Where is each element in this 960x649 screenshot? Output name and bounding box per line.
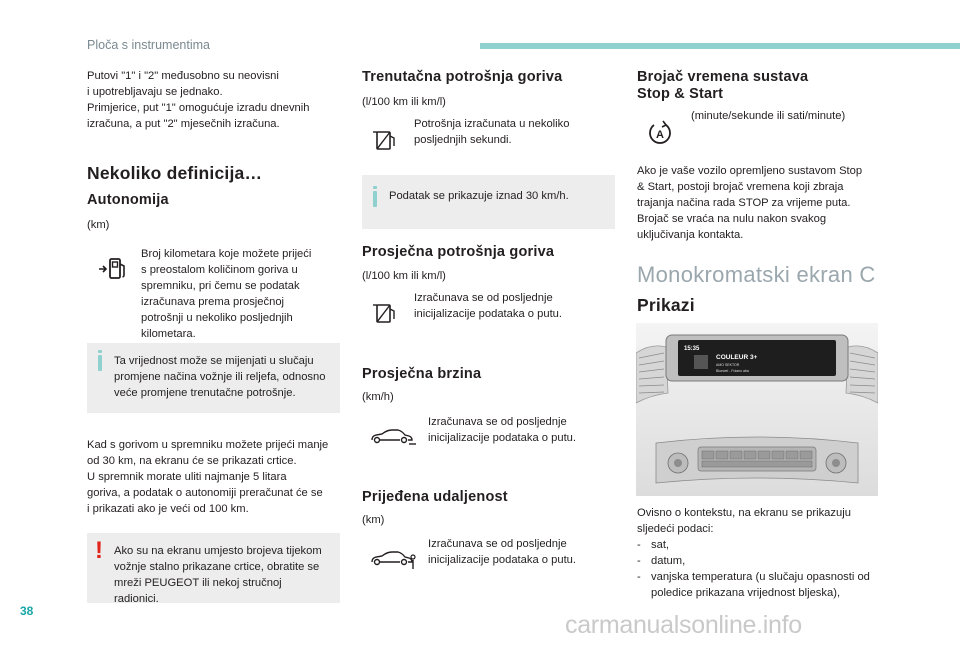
desc-line: Ako je vaše vozilo opremljeno sustavom Stop — [637, 165, 863, 177]
prosjecna-brzina-description — [428, 414, 618, 446]
display-line2: AMO SEKTOR — [716, 363, 740, 367]
list-dash: - — [637, 571, 641, 583]
info-note-speed — [362, 175, 615, 229]
info-note-autonomija — [87, 343, 340, 413]
car-distance-icon — [370, 550, 416, 570]
desc-line: Broj kilometara koje možete prijeći — [141, 248, 312, 260]
desc-line: kilometara. — [141, 328, 196, 340]
display-main: COULEUR 3+ — [716, 354, 758, 361]
desc-line: s preostalom količinom goriva u — [141, 264, 298, 276]
para-line: U spremnik morate uliti najmanje 5 litara — [87, 471, 287, 483]
desc-line: inicijalizacije podataka o putu. — [428, 554, 577, 566]
stopstart-description — [637, 163, 897, 243]
desc-line: trajanja načina rada STOP za vrijeme puta. — [637, 197, 851, 209]
fuel-pump-icon — [98, 256, 128, 282]
desc-line: izračunava prema prosječnoj — [141, 296, 285, 308]
autonomija-title: Autonomija — [87, 192, 169, 208]
para-line: Kad s gorivom u spremniku možete prijeći manje — [87, 439, 329, 451]
prikazi-title: Prikazi — [637, 295, 695, 315]
average-consumption-icon — [372, 303, 398, 325]
desc-line: Izračunava se od posljednje — [428, 416, 567, 428]
page-number: 38 — [20, 604, 34, 618]
trenutacna-description — [414, 116, 614, 148]
stopstart-title — [637, 69, 808, 103]
header-bar — [480, 43, 960, 49]
note-line: Podatak se prikazuje iznad 30 km/h. — [389, 190, 569, 202]
para-line: od 30 km, na ekranu će se prikazati crtice. — [87, 455, 297, 467]
watermark: carmanualsonline.info — [565, 611, 802, 639]
display-time: 15:35 — [684, 346, 700, 352]
monochrome-screen-title: Monokromatski ekran C — [637, 262, 876, 287]
desc-line: posljednjih sekundi. — [414, 134, 512, 146]
autonomija-paragraph — [87, 437, 349, 517]
prijedena-description — [428, 536, 618, 568]
stop-start-icon-letter: A — [656, 129, 664, 141]
intro-paragraph — [87, 68, 347, 132]
para-line: goriva, a podatak o autonomiji preračunat će se — [87, 487, 323, 499]
desc-line: & Start, postoji brojač vremena koji zbraja — [637, 181, 844, 193]
prosjecna-potrosnja-unit: (l/100 km ili km/l) — [362, 270, 446, 282]
para-line: sljedeći podaci: — [637, 523, 714, 535]
autonomija-description — [141, 246, 341, 342]
desc-line: uključivanja kontakta. — [637, 229, 744, 241]
prosjecna-potrosnja-title: Prosječna potrošnja goriva — [362, 244, 555, 260]
prosjecna-potrosnja-description — [414, 290, 614, 322]
dashboard-display-illustration — [636, 323, 878, 496]
desc-line: Brojač se vraća na nulu nakon svakog — [637, 213, 827, 225]
desc-line: Izračunava se od posljednje — [428, 538, 567, 550]
info-icon — [373, 191, 377, 207]
para-line: Ovisno o kontekstu, na ekranu se prikazuju — [637, 507, 851, 519]
note-line: vožnje stalno prikazane crtice, obratite se — [114, 561, 320, 573]
note-line: promjene načina vožnje ili reljefa, odnosno — [114, 371, 326, 383]
list-dash: - — [637, 555, 641, 567]
desc-line: potrošnji u nekoliko posljednjih — [141, 312, 293, 324]
list-item — [637, 553, 897, 569]
prosjecna-brzina-unit: (km/h) — [362, 391, 394, 403]
list-dash: - — [637, 539, 641, 551]
warning-icon: ! — [95, 537, 103, 564]
warning-note — [87, 533, 340, 603]
page-header-title: Ploča s instrumentima — [87, 38, 210, 52]
intro-line: i upotrebljavaju se jednako. — [87, 86, 223, 98]
desc-line: spremniku, pri čemu se podatak — [141, 280, 300, 292]
desc-line: inicijalizacije podataka o putu. — [428, 432, 577, 444]
section-title-definitions: Nekoliko definicija… — [87, 163, 263, 183]
trenutacna-title: Trenutačna potrošnja goriva — [362, 69, 563, 85]
trenutacna-unit: (l/100 km ili km/l) — [362, 96, 446, 108]
display-info-paragraph — [637, 505, 897, 601]
intro-line: Primjerice, put "1" omogućuje izradu dnevnih — [87, 102, 310, 114]
stopstart-unit: (minute/sekunde ili sati/minute) — [691, 110, 846, 122]
title-line: Brojač vremena sustava — [637, 69, 809, 85]
note-line: veće promjene trenutačne potrošnje. — [114, 387, 296, 399]
intro-line: Putovi "1" i "2" međusobno su neovisni — [87, 70, 279, 82]
note-line: Ta vrijednost može se mijenjati u slučaju — [114, 355, 314, 367]
prijedena-title: Prijeđena udaljenost — [362, 489, 508, 505]
fuel-consumption-icon — [372, 130, 398, 152]
display-line3: Bluewel - Fulano aba — [716, 369, 749, 373]
note-line: Ako su na ekranu umjesto brojeva tijekom — [114, 545, 322, 557]
note-line: mreži PEUGEOT ili nekoj stručnoj radionici. — [114, 577, 282, 605]
intro-line: izračuna, a put "2" mjesečnih izračuna. — [87, 118, 280, 130]
list-line: poledice prikazana vrijednost bljeska), — [651, 587, 841, 599]
list-item — [637, 537, 897, 553]
desc-line: Potrošnja izračunata u nekoliko — [414, 118, 570, 130]
info-icon — [98, 355, 102, 371]
stop-start-icon — [647, 118, 673, 146]
prosjecna-brzina-title: Prosječna brzina — [362, 366, 482, 382]
car-speed-icon — [370, 428, 416, 446]
autonomija-unit: (km) — [87, 219, 110, 231]
para-line: i prikazati ako je veći od 100 km. — [87, 503, 249, 515]
list-line: sat, — [651, 539, 670, 551]
list-line: datum, — [651, 555, 686, 567]
title-line: Stop & Start — [637, 86, 724, 102]
list-line: vanjska temperatura (u slučaju opasnosti od — [651, 571, 870, 583]
list-item — [637, 569, 897, 601]
desc-line: inicijalizacije podataka o putu. — [414, 308, 563, 320]
prijedena-unit: (km) — [362, 514, 385, 526]
desc-line: Izračunava se od posljednje — [414, 292, 553, 304]
